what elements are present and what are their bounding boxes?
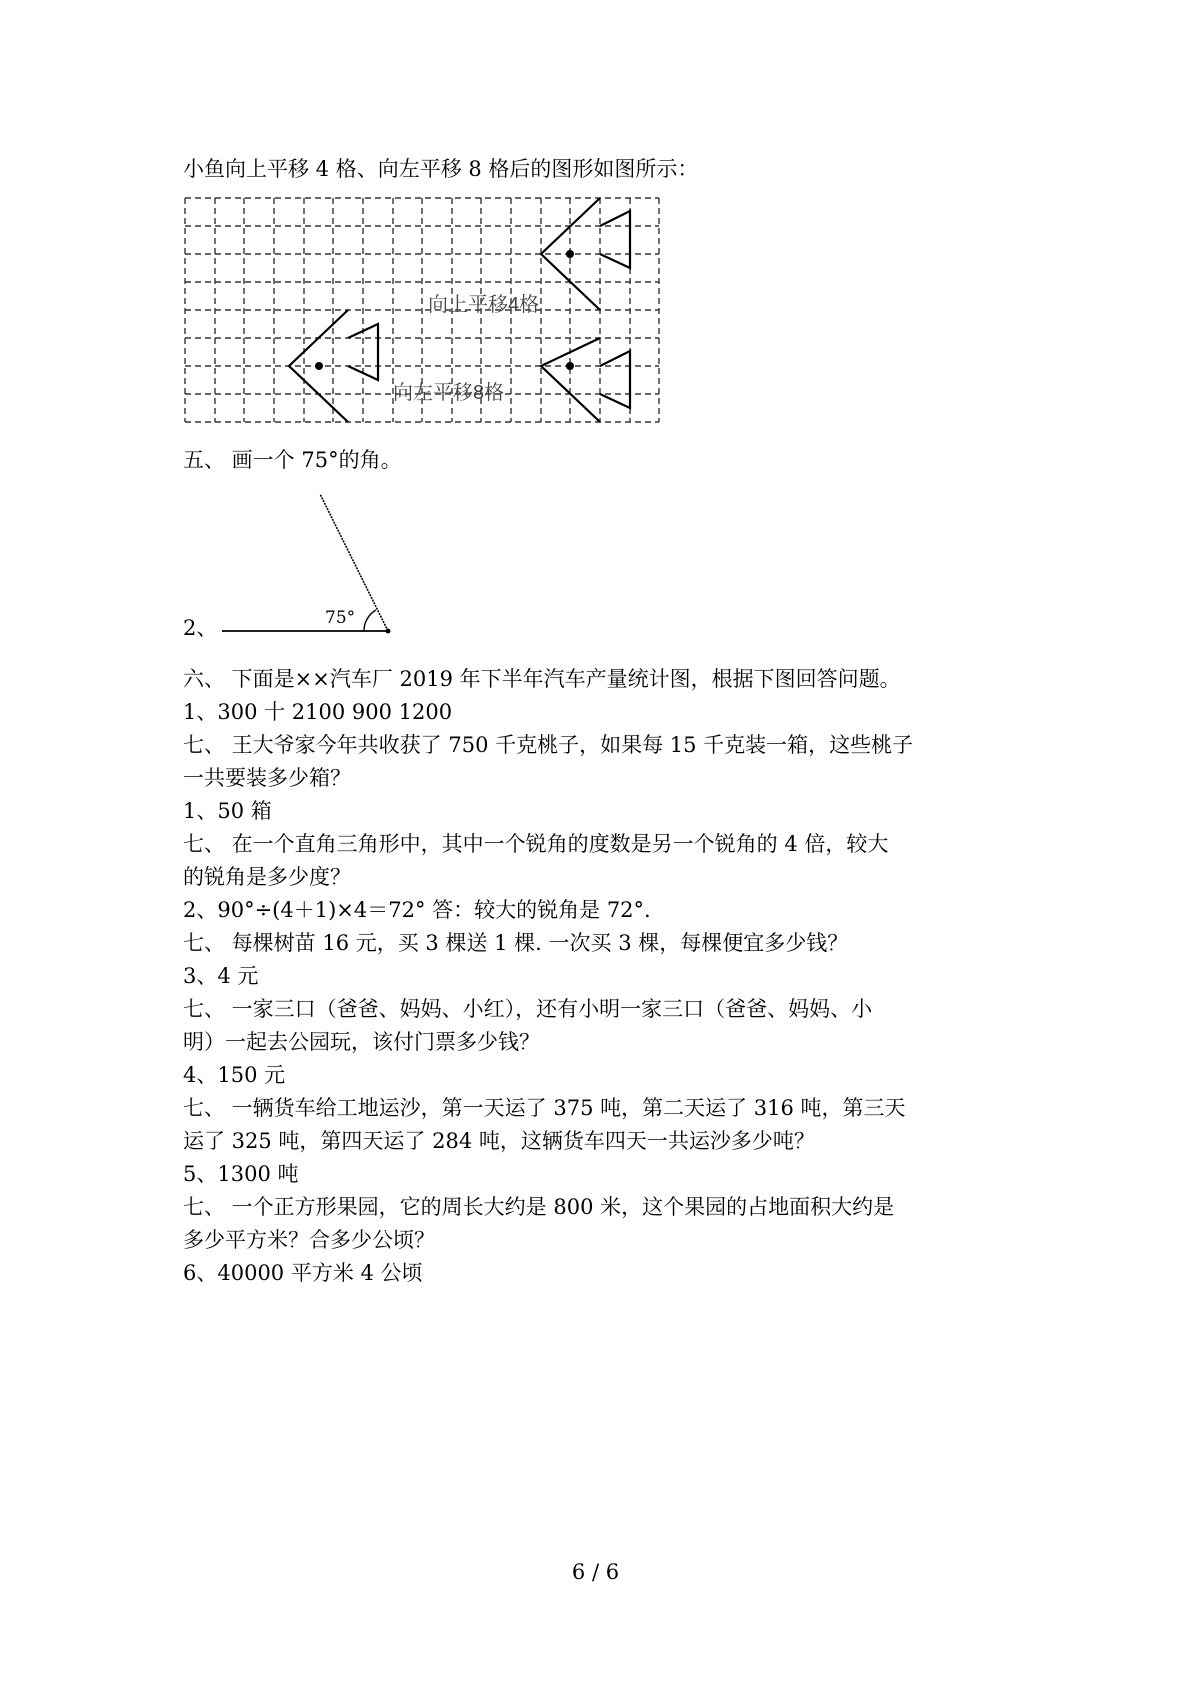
question-7a-line1: 七、 王大爷家今年共收获了 750 千克桃子，如果每 15 千克装一箱，这些桃子: [183, 733, 914, 757]
question-7e-line2: 运了 325 吨，第四天运了 284 吨，这辆货车四天一共运沙多少吨？: [183, 1129, 815, 1153]
answer-6-text: 1、300 十 2100 900 1200: [183, 700, 453, 724]
fish-eye-moved-up: [566, 250, 574, 258]
question-7b-line1: 七、 在一个直角三角形中，其中一个锐角的度数是另一个锐角的 4 倍，较大: [183, 832, 889, 856]
angle-value-label: 75°: [325, 608, 356, 628]
question-7c-text: 七、 每棵树苗 16 元，买 3 棵送 1 棵. 一次买 3 棵，每棵便宜多少钱？: [183, 931, 849, 955]
question-7f-line2: 多少平方米？合多少公顷？: [183, 1228, 435, 1252]
fish-original-tail: [600, 351, 630, 408]
answer-7b-text: 2、90°÷(4＋1)×4＝72° 答：较大的锐角是 72°.: [183, 898, 651, 922]
page-number: 6 / 6: [571, 1560, 620, 1584]
fish-translation-grid-figure: [183, 196, 663, 436]
question-7d-line1: 七、 一家三口（爸爸、妈妈、小红），还有小明一家三口（爸爸、妈妈、小: [183, 997, 873, 1021]
question-7e-line1: 七、 一辆货车给工地运沙，第一天运了 375 吨，第二天运了 316 吨，第三天: [183, 1096, 906, 1120]
fish-moved-up-tail: [600, 211, 630, 268]
fish-eye-original: [566, 362, 574, 370]
angle-75-figure: [210, 480, 410, 640]
question-5-text: 五、 画一个 75°的角。: [183, 448, 402, 472]
question-7d-line2: 明）一起去公园玩，该付门票多少钱？: [183, 1030, 540, 1054]
angle-vertex: [386, 629, 391, 634]
angle-item-number: 2、: [183, 616, 218, 640]
question-7a-line2: 一共要装多少箱？: [183, 766, 351, 790]
angle-arc: [364, 610, 376, 631]
question-7b-line2: 的锐角是多少度？: [183, 865, 351, 889]
answer-7e-text: 5、1300 吨: [183, 1162, 299, 1186]
answer-7f-text: 6、40000 平方米 4 公顷: [183, 1261, 423, 1285]
label-move-up-4: 向上平移4格: [428, 294, 540, 316]
fish-eye-moved-left: [315, 362, 323, 370]
question-7f-line1: 七、 一个正方形果园，它的周长大约是 800 米，这个果园的占地面积大约是: [183, 1195, 895, 1219]
question-6-text: 六、 下面是××汽车厂 2019 年下半年汽车产量统计图，根据下图回答问题。: [183, 667, 901, 691]
answer-7d-text: 4、150 元: [183, 1063, 286, 1087]
answer-7c-text: 3、4 元: [183, 964, 259, 988]
label-move-left-8: 向左平移8格: [393, 382, 505, 404]
answer-7a-text: 1、50 箱: [183, 799, 272, 823]
translate-intro-text: 小鱼向上平移 4 格、向左平移 8 格后的图形如图所示：: [183, 157, 699, 181]
